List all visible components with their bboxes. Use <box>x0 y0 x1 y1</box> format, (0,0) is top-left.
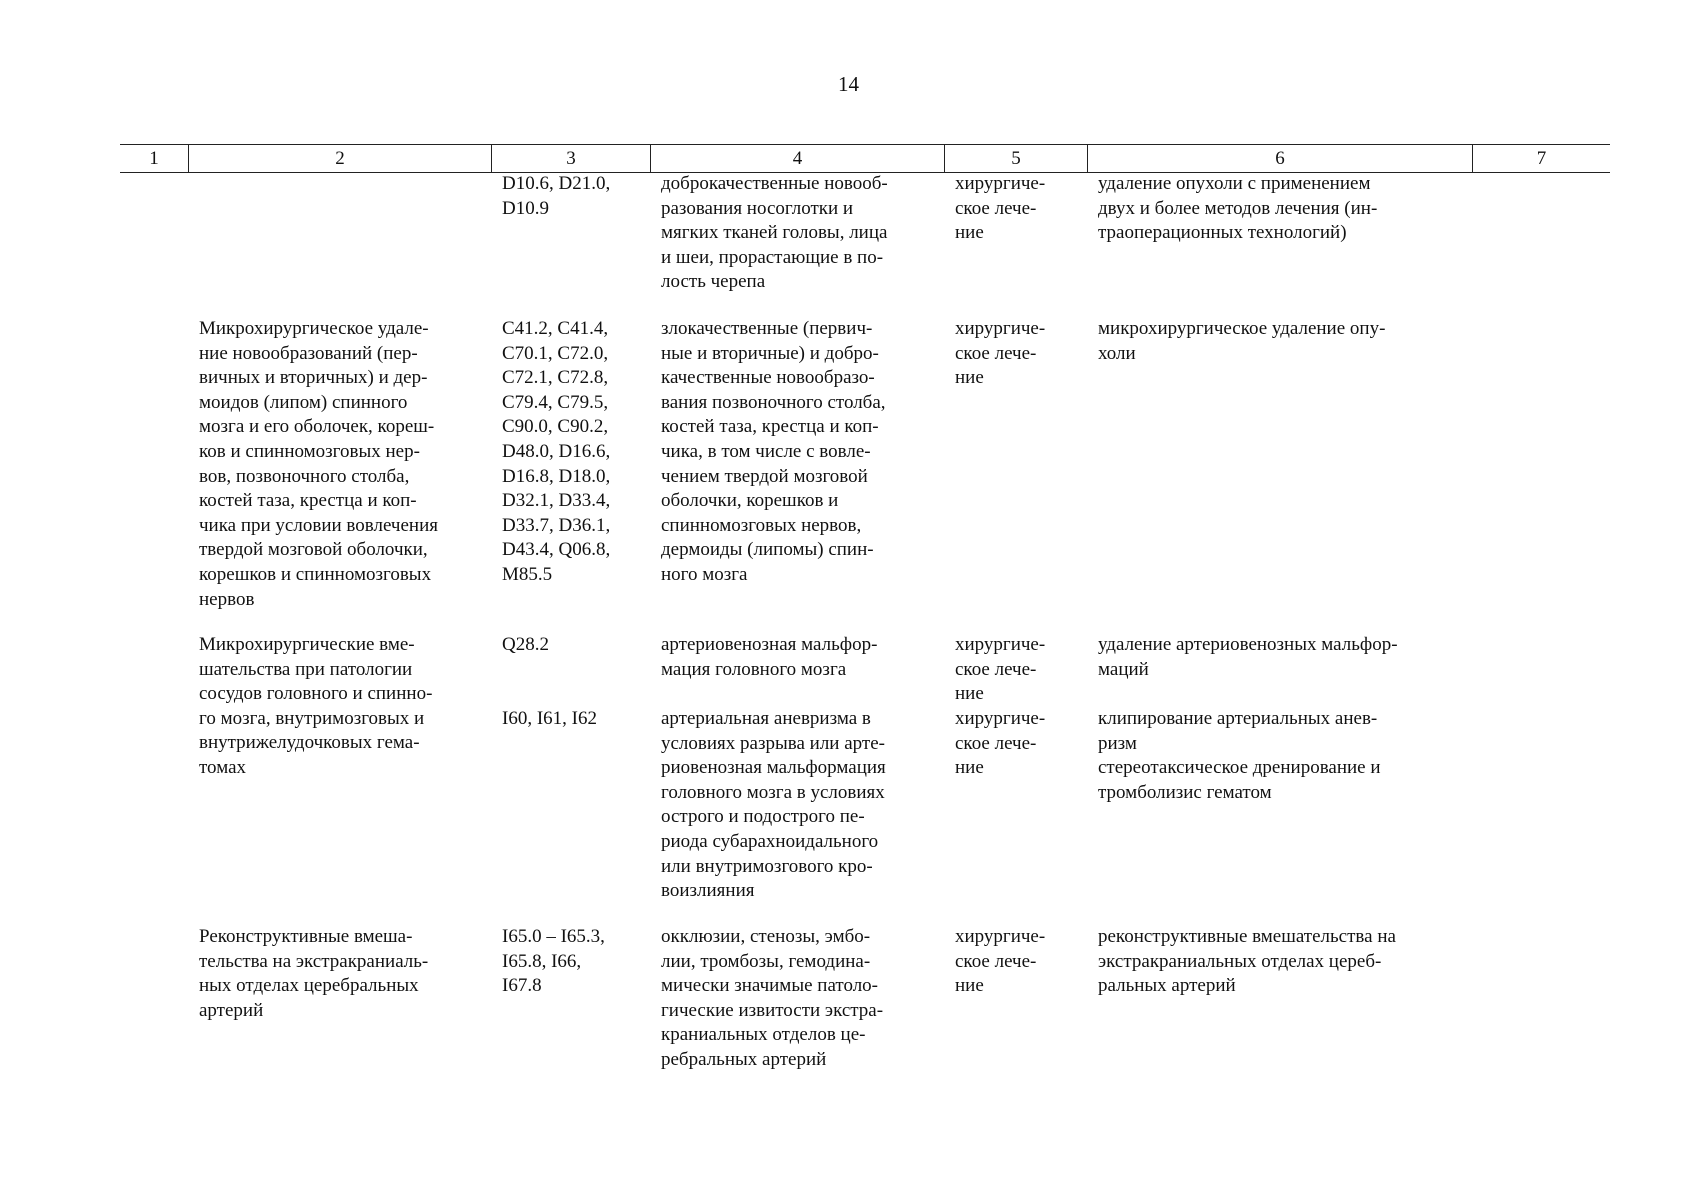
row3b-treatment-type: хирургиче- ское лече- ние <box>955 708 1046 779</box>
row3a-diagnosis: артериовенозная мальфор- мация головного мозга <box>661 634 878 680</box>
row1-treatment-method: удаление опухоли с применением двух и более методов лечения (ин- траоперационных технологий) <box>1098 173 1378 244</box>
row4-diagnosis: окклюзии, стенозы, эмбо- лии, тромбозы, гемодина- мически значимые патоло- гические извитости экстра- краниальных отделов це- ребральных артерий <box>661 926 884 1070</box>
row3b-diagnosis: артериальная аневризма в условиях разрыва или арте- риовенозная мальформация головного мозга в условиях острого и подострого пе- риода субарахноидального или внутримозгового кро- воизлияния <box>661 708 886 902</box>
row3a-treatment-type: хирургиче- ское лече- ние <box>955 634 1046 705</box>
header-col-2: 2 <box>188 145 491 172</box>
header-col-5: 5 <box>944 145 1087 172</box>
row2-procedure: Микрохирургическое удале- ние новообразований (пер- вичных и вторичных) и дер- моидов (липом) спинного мозга и его оболочек, кореш- ков и спинномозговых нер- вов, позвоночного столба, костей таза, крестца и коп- чика при условии вовлечения твердой мозговой оболочки, корешков и спинномозговых нервов <box>199 318 438 610</box>
row3c-treatment-method: стереотаксическое дренирование и тромболизис гематом <box>1098 757 1381 803</box>
row3-procedure: Микрохирургические вме- шательства при патологии сосудов головного и спинно- го мозга, внутримозговых и внутрижелудочковых гема- томах <box>199 634 433 778</box>
header-col-1: 1 <box>149 148 159 169</box>
header-col-7: 7 <box>1472 145 1610 172</box>
row3b-codes: I60, I61, I62 <box>502 708 597 729</box>
row4-treatment-type: хирургиче- ское лече- ние <box>955 926 1046 997</box>
row2-treatment-method: микрохирургическое удаление опу- холи <box>1098 318 1386 364</box>
row4-codes: I65.0 – I65.3, I65.8, I66, I67.8 <box>502 926 605 997</box>
row3a-treatment-method: удаление артериовенозных мальфор- маций <box>1098 634 1398 680</box>
row4-procedure: Реконструктивные вмеша- тельства на экстракраниаль- ных отделах церебральных артерий <box>199 926 429 1021</box>
header-col-3: 3 <box>491 145 650 172</box>
page-number: 14 <box>838 72 859 96</box>
header-col-6: 6 <box>1087 145 1472 172</box>
table-header-row <box>120 144 1610 173</box>
row2-codes: C41.2, C41.4, C70.1, C72.0, C72.1, C72.8, C79.4, C79.5, C90.0, C90.2, D48.0, D16.6, D16.8, D18.0, D32.1, D33.4, D33.7, D36.1, D43.4, Q06.8, M85.5 <box>502 318 611 585</box>
row1-diagnosis: доброкачественные новооб- разования носоглотки и мягких тканей головы, лица и шеи, прорастающие в по- лость черепа <box>661 173 888 293</box>
header-col-4: 4 <box>650 145 944 172</box>
row2-treatment-type: хирургиче- ское лече- ние <box>955 318 1046 389</box>
row2-diagnosis: злокачественные (первич- ные и вторичные) и добро- качественные новообразо- вания позвоночного столба, костей таза, крестца и коп- чика, в том числе с вовле- чением твердой мозговой оболочки, корешков и спинномозговых нервов, дермоиды (липомы) спин- ного мозга <box>661 318 886 585</box>
row1-codes: D10.6, D21.0, D10.9 <box>502 173 611 219</box>
row3b-treatment-method: клипирование артериальных анев- ризм <box>1098 708 1378 754</box>
row4-treatment-method: реконструктивные вмешательства на экстракраниальных отделах цереб- ральных артерий <box>1098 926 1396 997</box>
row1-treatment-type: хирургиче- ское лече- ние <box>955 173 1046 244</box>
row3a-codes: Q28.2 <box>502 634 549 655</box>
